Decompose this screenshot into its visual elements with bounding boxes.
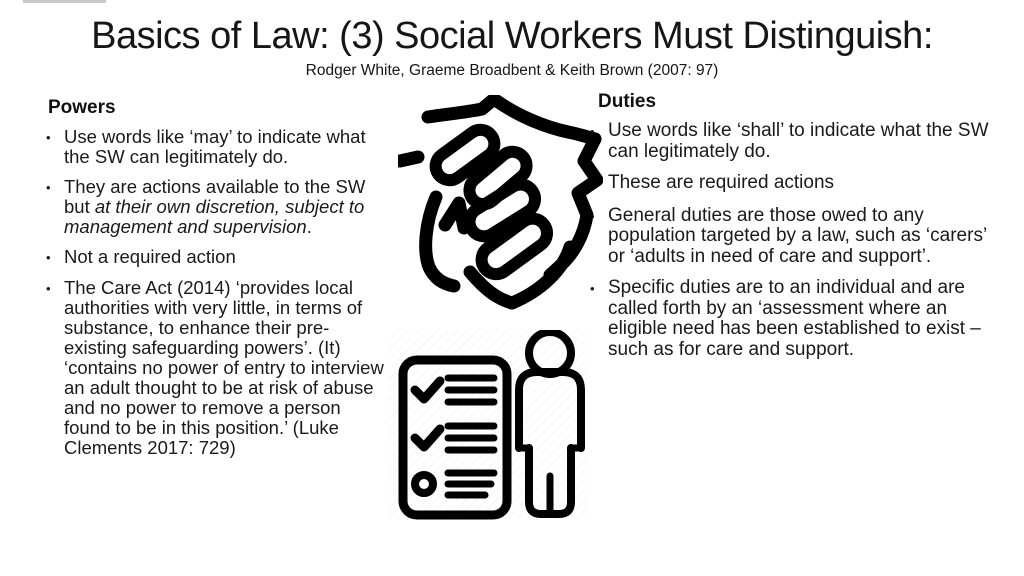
bullet-icon: • bbox=[46, 180, 51, 195]
page-title: Basics of Law: (3) Social Workers Must Distinguish: bbox=[91, 15, 933, 57]
bullet-text bbox=[64, 177, 384, 237]
list-item bbox=[590, 121, 996, 162]
duties-column bbox=[590, 91, 996, 371]
bullet-text-plain: They are actions available to the SW but bbox=[64, 176, 366, 217]
bullet-text: Not a required action bbox=[64, 246, 236, 267]
checklist-person-icon-svg bbox=[388, 330, 588, 520]
powers-bullet-list bbox=[46, 127, 384, 458]
bullet-text: General duties are those owed to any population targeted by a law, such as ‘carers’ or ‘adults in need of care and support’. bbox=[608, 204, 987, 267]
powers-heading: Powers bbox=[48, 97, 116, 118]
bullet-text-italic: at their own discretion, subject to management and supervision bbox=[64, 196, 365, 237]
list-item bbox=[590, 278, 996, 360]
powers-column bbox=[46, 97, 384, 468]
list-item bbox=[46, 278, 384, 458]
bullet-icon: • bbox=[590, 124, 595, 139]
fist-impact-icon bbox=[398, 95, 603, 315]
bullet-icon: • bbox=[590, 176, 595, 191]
fist-impact-icon-svg bbox=[398, 95, 603, 315]
duties-bullet-list bbox=[590, 121, 996, 360]
list-item bbox=[590, 206, 996, 268]
duties-heading: Duties bbox=[598, 91, 657, 112]
bullet-icon: • bbox=[590, 281, 595, 296]
bullet-icon: • bbox=[46, 130, 51, 145]
bullet-icon: • bbox=[46, 250, 51, 265]
checklist-person-icon bbox=[388, 330, 588, 520]
list-item bbox=[46, 247, 384, 268]
bullet-text-plain: . bbox=[306, 216, 312, 237]
list-item bbox=[46, 127, 384, 167]
list-item bbox=[590, 173, 996, 195]
bullet-text: Use words like ‘shall’ to indicate what the SW can legitimately do. bbox=[608, 120, 989, 162]
bullet-text: Specific duties are to an individual and are called forth by an ‘assessment where an eligible need has been established to exist – such as for care and support. bbox=[608, 277, 981, 360]
list-item bbox=[46, 177, 384, 237]
slide-edge-artifact bbox=[23, 0, 106, 3]
bullet-icon: • bbox=[590, 208, 595, 224]
bullet-text: The Care Act (2014) ‘provides local authorities with very little, in terms of substance, to enhance their pre-existing safeguarding powers’. (It) ‘contains no power of entry to interview an adult thought to be at risk of abuse and no power to remove a person found to be in this position.’ (Luke Clements 2017: 729) bbox=[64, 277, 384, 458]
bullet-icon: • bbox=[46, 281, 51, 296]
bullet-text: These are required actions bbox=[608, 172, 835, 193]
page-subtitle: Rodger White, Graeme Broadbent & Keith Brown (2007: 97) bbox=[305, 62, 719, 79]
bullet-text: Use words like ‘may’ to indicate what the SW can legitimately do. bbox=[64, 126, 366, 167]
